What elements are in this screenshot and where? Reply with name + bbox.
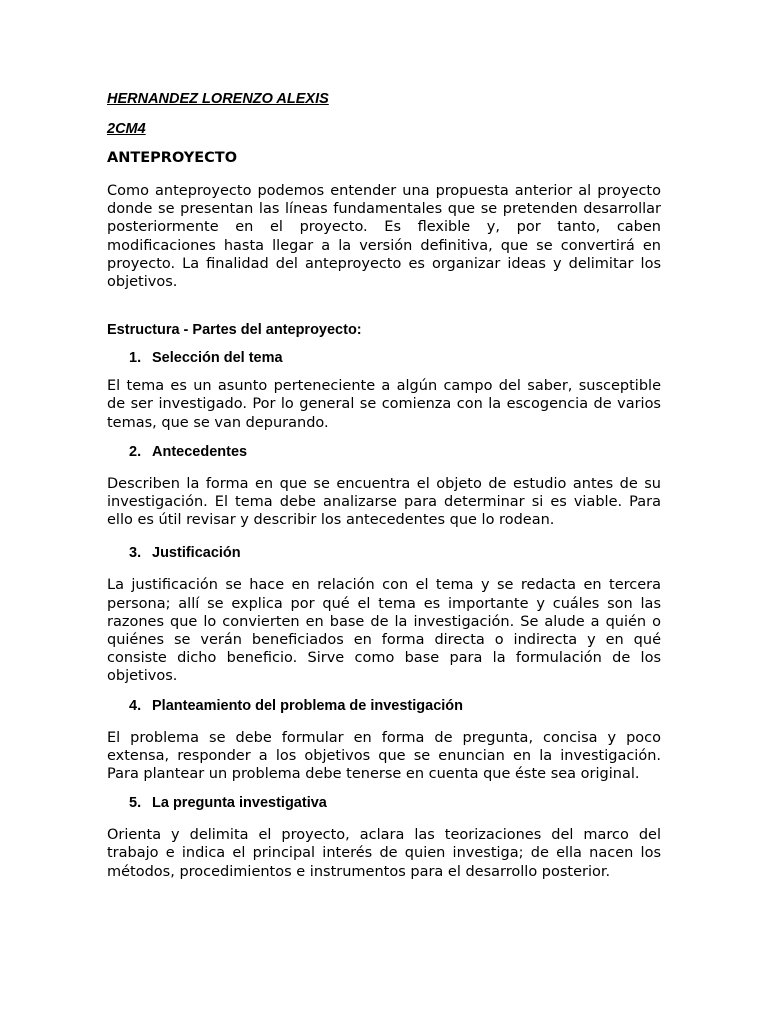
document-title: ANTEPROYECTO (107, 150, 238, 166)
section-title: Selección del tema (152, 350, 283, 367)
group-code: 2CM4 (107, 121, 146, 137)
section-heading-3 (107, 542, 661, 564)
section-heading-1 (107, 347, 661, 369)
section-title: Planteamiento del problema de investigación (152, 697, 464, 714)
section-title: Antecedentes (152, 443, 248, 460)
section-heading-2 (107, 441, 661, 463)
document-page (107, 88, 661, 881)
section-body-4: El problema se debe formular en forma de pregunta, concisa y poco extensa, responder a los objetivos que se enuncian en la investigación. Para plantear un problema debe tenerse en cuenta que éste sea original. (107, 729, 661, 783)
author-name: HERNANDEZ LORENZO ALEXIS (107, 91, 329, 107)
section-number: 2. (129, 443, 142, 460)
section-number: 3. (129, 545, 142, 562)
section-title: La pregunta investigativa (152, 795, 327, 812)
section-body-5: Orienta y delimita el proyecto, aclara las teorizaciones del marco del trabajo e indica el principal interés de quien investiga; de ella nacen los métodos, procedimientos e instrumentos para el desarrollo posterior. (107, 827, 661, 880)
section-heading-4 (107, 695, 661, 717)
section-body-1: El tema es un asunto perteneciente a algún campo del saber, susceptible de ser investigado. Por lo general se comienza con la escogencia de varios temas, que se van depurando. (107, 378, 661, 431)
section-body-3: La justificación se hace en relación con el tema y se redacta en tercera persona; allí se explica por qué el tema es importante y cuáles son las razones que lo convierten en base de la investigación. Se alude a quién o quiénes se verán beneficiados en forma directa o indirecta y en qué consiste dicho beneficio. Sirve como base para la formulación de los objetivos. (107, 577, 661, 685)
section-body-2: Describen la forma en que se encuentra el objeto de estudio antes de su investigación. El tema debe analizarse para determinar si es viable. Para ello es útil revisar y describir los antecedentes que lo rodean. (107, 475, 661, 529)
section-heading-5 (107, 792, 661, 814)
section-title: Justificación (152, 545, 241, 562)
section-number: 4. (129, 697, 142, 714)
intro-paragraph: Como anteproyecto podemos entender una propuesta anterior al proyecto donde se presentan las líneas fundamentales que se pretenden desarrollar posteriormente en el proyecto. Es flexible y, por tanto, caben modificaciones hasta llegar a la versión definitiva, que se convertirá en proyecto. La finalidad del anteproyecto es organizar ideas y delimitar los objetivos. (107, 183, 661, 291)
section-number: 1. (129, 350, 142, 367)
structure-heading: Estructura - Partes del anteproyecto: (107, 322, 362, 339)
section-number: 5. (129, 795, 142, 812)
